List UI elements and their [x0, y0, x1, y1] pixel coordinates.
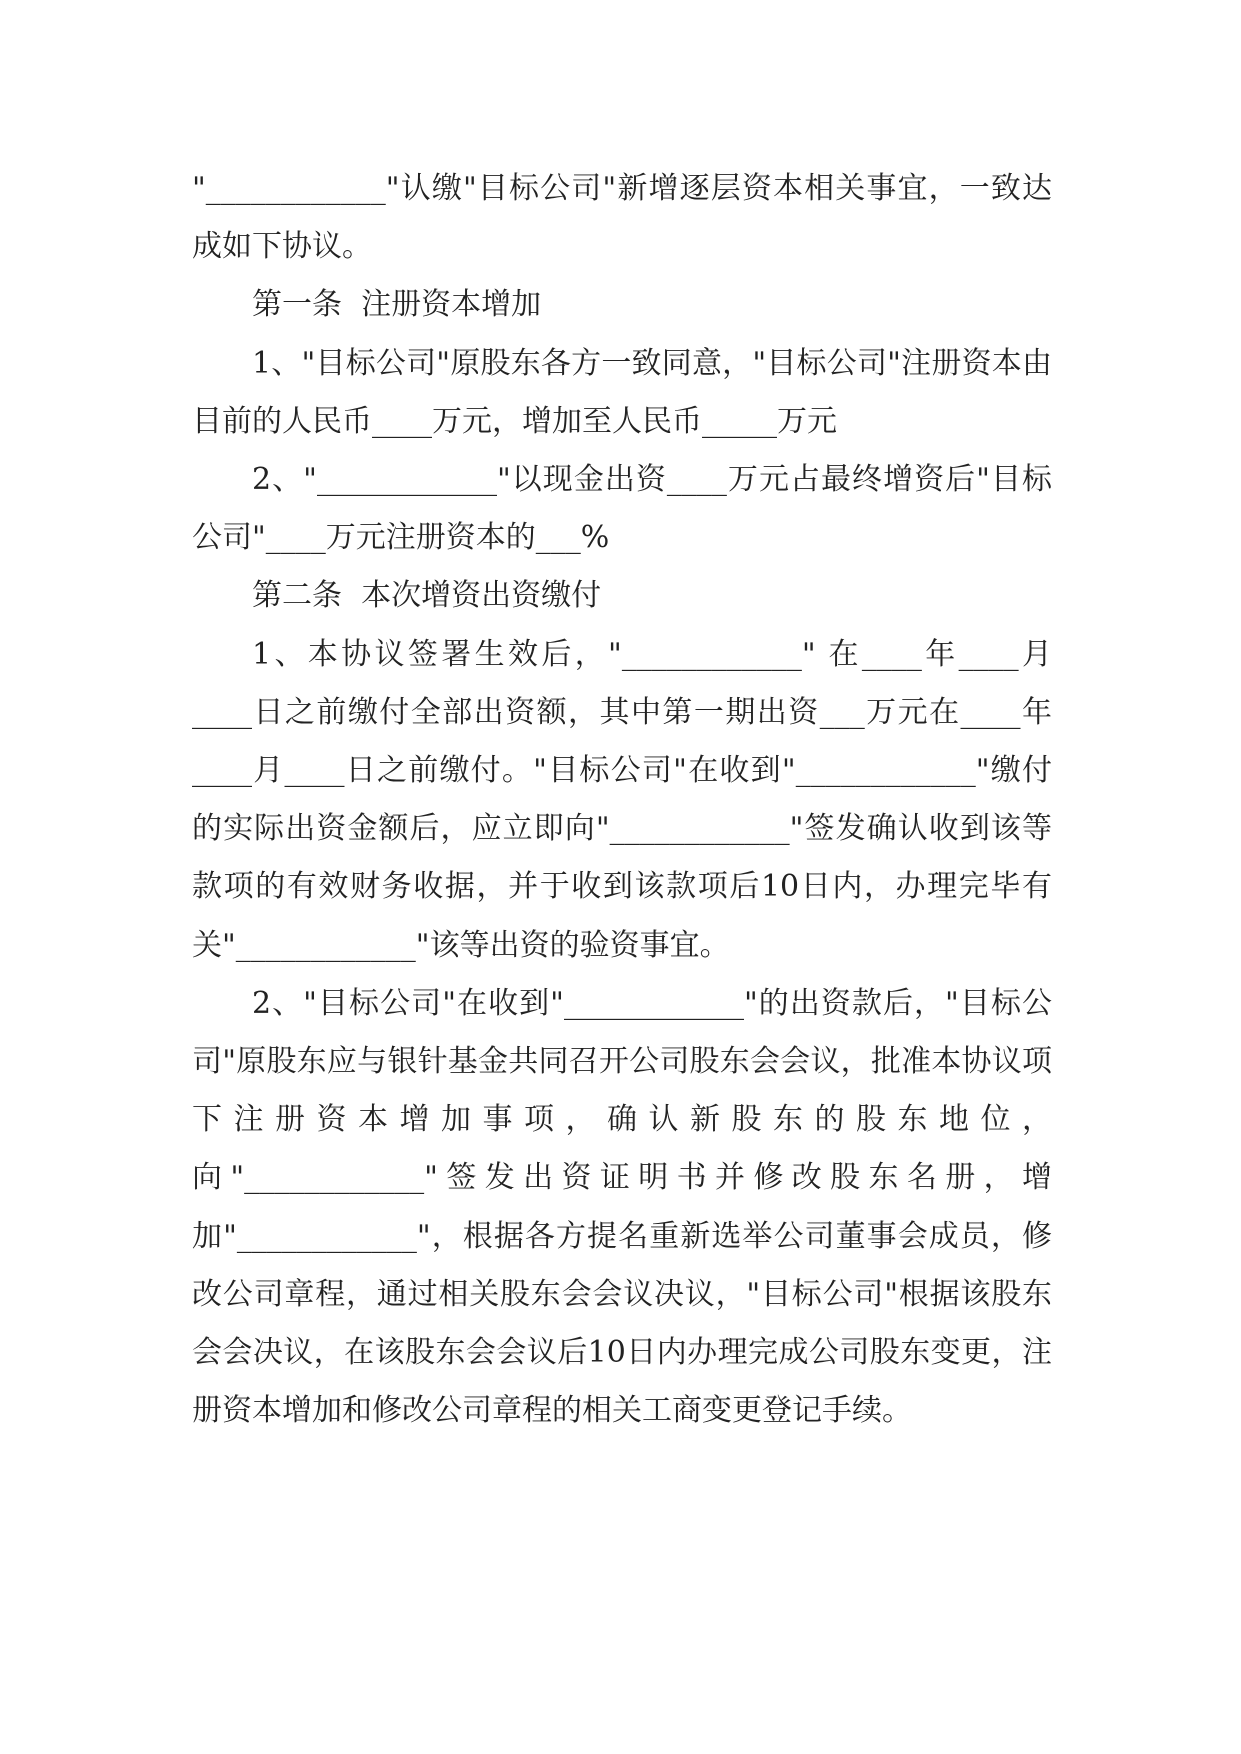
article-1-clause-2: 2、"____________"以现金出资____万元占最终增资后"目标公司"____万元注册资本的___%	[192, 462, 1052, 556]
article-2-clause-2: 2、"目标公司"在收到"____________"的出资款后，"目标公司"原股东应与银针基金共同召开公司股东会会议，批准本协议项下注册资本增加事项，确认新股东的股东地位，向"____________"签发出资证明书并修改股东名册，增加"____________"，根据各方提名重新选举公司董事会成员，修改公司章程，通过相关股东会会议决议，"目标公司"根据该股东会会决议，在该股东会会议后10日内办理完成公司股东变更，注册资本增加和修改公司章程的相关工商变更登记手续。	[192, 985, 1052, 1429]
document-page	[192, 160, 1052, 1440]
article-1-clause-1: 1、"目标公司"原股东各方一致同意，"目标公司"注册资本由目前的人民币____万元，增加至人民币_____万元	[192, 345, 1052, 439]
article-2-heading: 第二条 本次增资出资缴付	[252, 578, 602, 614]
article-1-heading: 第一条 注册资本增加	[252, 287, 542, 323]
article-2-clause-1: 1、本协议签署生效后，"____________" 在____年____月____日之前缴付全部出资额，其中第一期出资___万元在____年____月____日之前缴付。"目标公司"在收到"____________"缴付的实际出资金额后，应立即向"____________"签发确认收到该等款项的有效财务收据，并于收到该款项后10日内，办理完毕有关"____________"该等出资的验资事宜。	[192, 636, 1052, 963]
intro-paragraph: "____________"认缴"目标公司"新增逐层资本相关事宜，一致达成如下协议。	[192, 171, 1052, 265]
